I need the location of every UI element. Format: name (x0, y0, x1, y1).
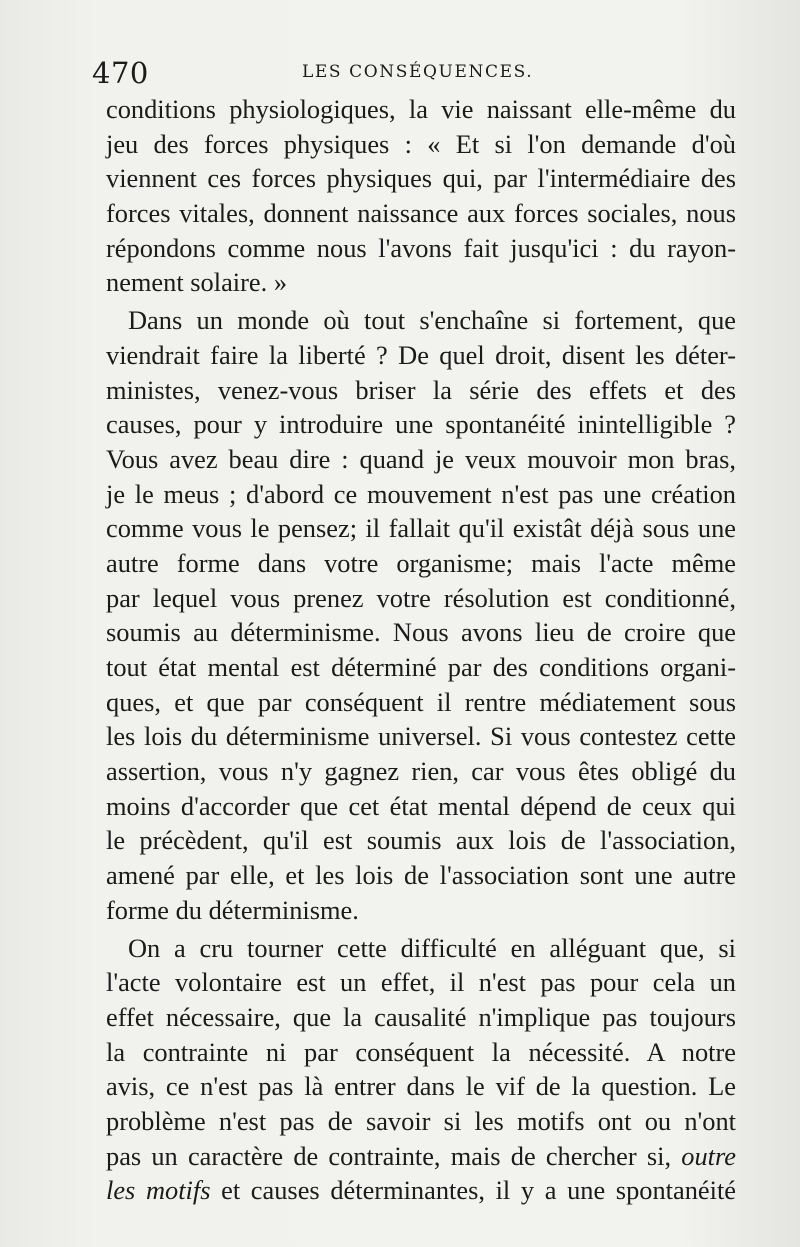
text-line: viendrait faire la liberté ? De quel droit, disent les déter- (106, 339, 736, 370)
paragraph-1 (106, 92, 736, 300)
text-line: On a cru tourner cette difficulté en alléguant que, si (128, 932, 736, 963)
text-line: assertion, vous n'y gagnez rien, car vous êtes obligé du (106, 756, 736, 787)
page-body (106, 92, 736, 1208)
text-line: tout état mental est déterminé par des conditions organi- (106, 652, 736, 682)
text-line: jeu des forces physiques : « Et si l'on demande d'où (106, 128, 736, 159)
text-line: la contrainte ni par conséquent la nécessité. A notre (106, 1036, 736, 1067)
text-line: comme vous le pensez; il fallait qu'il existât déjà sous une (106, 513, 736, 544)
text-line: conditions physiologiques, la vie naissant elle-même du (106, 94, 736, 124)
italic-phrase: les motifs (106, 1175, 211, 1206)
text-segment: et causes déterminantes, il y a une spontanéité (221, 1175, 736, 1206)
text-line: l'acte volontaire est un effet, il n'est pas pour cela un (106, 967, 736, 998)
text-line (106, 1139, 736, 1174)
page-number: 470 (92, 56, 149, 90)
running-title: LES CONSÉQUENCES. (302, 62, 534, 82)
text-line: effet nécessaire, que la causalité n'implique pas toujours (106, 1001, 736, 1032)
text-line: ques, et que par conséquent il rentre médiatement sous (106, 686, 736, 717)
text-line: amené par elle, et les lois de l'association sont une autre (106, 860, 736, 891)
text-line: Vous avez beau dire : quand je veux mouvoir mon bras, (106, 443, 736, 474)
text-line: répondons comme nous l'avons fait jusqu'ici : du rayon- (106, 232, 736, 263)
paragraph-2 (106, 303, 736, 927)
text-line (106, 1173, 736, 1208)
text-line: problème n'est pas de savoir si les motifs ont ou n'ont (106, 1105, 736, 1136)
text-segment: pas un caractère de contrainte, mais de chercher si, (106, 1140, 672, 1171)
text-line: ministes, venez-vous briser la série des effets et des (106, 374, 736, 405)
paragraph-3 (106, 931, 736, 1209)
page-header (92, 56, 732, 92)
text-line: soumis au déterminisme. Nous avons lieu de croire que (106, 617, 736, 648)
text-line: Dans un monde où tout s'enchaîne si fortement, que (128, 305, 736, 336)
text-line: causes, pour y introduire une spontanéité inintelligible ? (106, 409, 736, 440)
text-line: les lois du déterminisme universel. Si vous contestez cette (106, 721, 736, 752)
text-line: autre forme dans votre organisme; mais l'acte même (106, 547, 736, 578)
text-line: le précèdent, qu'il est soumis aux lois de l'association, (106, 825, 736, 856)
text-line: nement solaire. » (106, 267, 288, 298)
text-line: forme du déterminisme. (106, 894, 359, 925)
italic-word: outre (681, 1140, 736, 1171)
text-line: moins d'accorder que cet état mental dépend de ceux qui (106, 790, 736, 821)
text-line: je le meus ; d'abord ce mouvement n'est pas une création (106, 478, 736, 509)
text-line: viennent ces forces physiques qui, par l'intermédiaire des (106, 163, 736, 194)
text-line: forces vitales, donnent naissance aux forces sociales, nous (106, 198, 736, 229)
text-line: avis, ce n'est pas là entrer dans le vif de la question. Le (106, 1071, 736, 1102)
text-line: par lequel vous prenez votre résolution est conditionné, (106, 582, 736, 613)
